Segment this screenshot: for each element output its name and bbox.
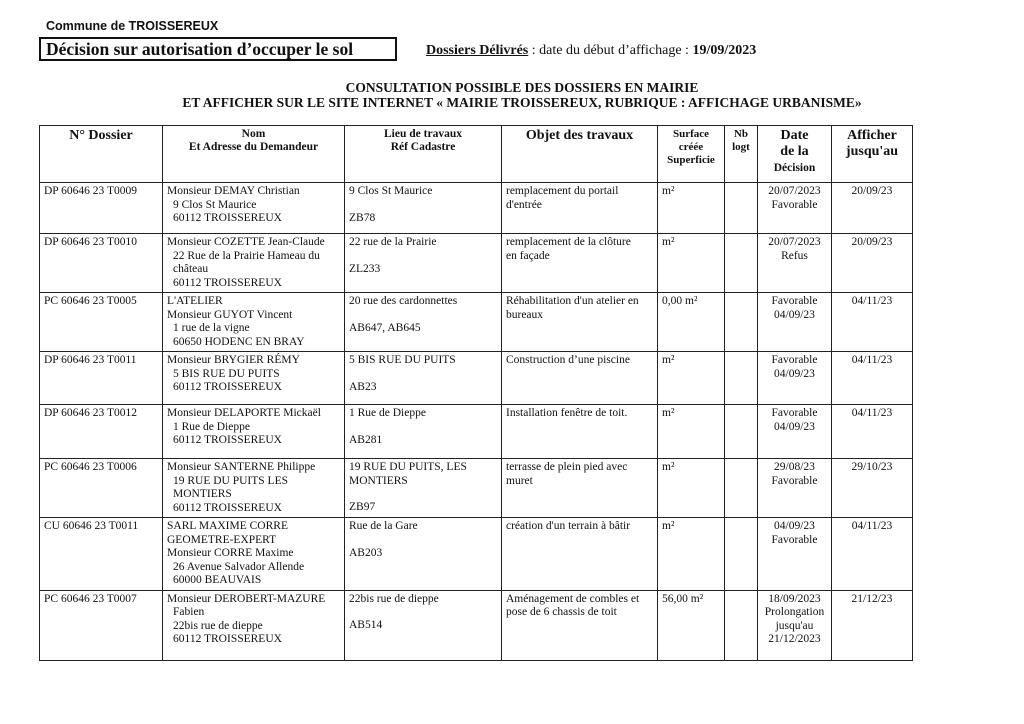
header-nom: [163, 126, 345, 183]
demandeur-line: 60112 TROISSEREUX: [173, 633, 282, 645]
cell-date-decision: [758, 518, 832, 591]
header-lieu-line2: Réf Cadastre: [390, 141, 456, 153]
demandeur-line: Monsieur SANTERNE Philippe: [167, 461, 316, 473]
cell-objet: [502, 293, 658, 352]
dossiers-table: [39, 125, 913, 661]
cell-lieu-travaux: [345, 459, 502, 518]
cell-demandeur: [163, 293, 345, 352]
cell-surface: 56,00 m²: [658, 590, 725, 660]
decision-line: 04/09/23: [774, 420, 815, 433]
objet-line: en façade: [506, 249, 550, 262]
ref-cadastre: AB281: [349, 433, 383, 446]
demandeur-line: SARL MAXIME CORRE: [167, 520, 288, 532]
cell-nb-logt: [725, 518, 758, 591]
demandeur-line: Monsieur GUYOT Vincent: [167, 308, 293, 321]
demandeur-line: 22 Rue de la Prairie Hameau du: [173, 249, 320, 262]
decision-line: Favorable: [771, 198, 818, 211]
cell-objet: [502, 590, 658, 660]
cell-lieu-travaux: [345, 293, 502, 352]
demandeur-line: L'ATELIER: [167, 295, 223, 307]
cell-lieu-travaux: [345, 352, 502, 405]
header-lieu: [345, 126, 502, 183]
header-date-line1: Date: [780, 128, 809, 143]
cell-afficher: 29/10/23: [832, 459, 913, 518]
cell-date-decision: [758, 590, 832, 660]
demandeur-line: MONTIERS: [173, 488, 232, 500]
demandeur-line: Monsieur DEMAY Christian: [167, 185, 300, 197]
cell-demandeur: [163, 459, 345, 518]
lieu-travaux: 22 rue de la Prairie: [349, 236, 437, 248]
cell-surface: m²: [658, 234, 725, 293]
objet-line: remplacement de la clôture: [506, 236, 631, 248]
header-objet: Objet des travaux: [502, 126, 658, 183]
cell-nb-logt: [725, 234, 758, 293]
decision-line: Favorable: [771, 407, 818, 419]
decision-line: 04/09/23: [774, 520, 815, 532]
cell-afficher: 04/11/23: [832, 405, 913, 459]
cell-objet: [502, 183, 658, 234]
dossiers-delivres-line: [426, 43, 756, 59]
cell-nb-logt: [725, 405, 758, 459]
cell-afficher: 20/09/23: [832, 183, 913, 234]
decision-line: 20/07/2023: [768, 185, 821, 197]
demandeur-line: GEOMETRE-EXPERT: [167, 533, 277, 546]
cell-no-dossier: DP 60646 23 T0009: [40, 183, 163, 234]
demandeur-line: Monsieur DELAPORTE Mickaël: [167, 407, 321, 419]
header-surface: [658, 126, 725, 183]
demandeur-line: 19 RUE DU PUITS LES: [173, 474, 289, 487]
cell-demandeur: [163, 183, 345, 234]
cell-afficher: 04/11/23: [832, 518, 913, 591]
demandeur-line: Monsieur COZETTE Jean-Claude: [167, 236, 325, 248]
objet-line: d'entrée: [506, 198, 542, 211]
cell-no-dossier: PC 60646 23 T0006: [40, 459, 163, 518]
cell-date-decision: [758, 234, 832, 293]
cell-surface: m²: [658, 405, 725, 459]
header-nom-line1: Nom: [241, 128, 266, 140]
lieu-travaux: 5 BIS RUE DU PUITS: [349, 354, 456, 366]
header-no-dossier: N° Dossier: [40, 126, 163, 183]
table-row: [40, 234, 913, 293]
decision-line: 18/09/2023: [768, 592, 821, 605]
demandeur-line: Monsieur BRYGIER RÉMY: [167, 354, 300, 366]
demandeur-line: 60112 TROISSEREUX: [173, 501, 282, 514]
cell-objet: [502, 518, 658, 591]
demandeur-line: 22bis rue de dieppe: [173, 619, 263, 632]
demandeur-line: 26 Avenue Salvador Allende: [173, 560, 305, 573]
cell-surface: m²: [658, 459, 725, 518]
cell-surface: m²: [658, 352, 725, 405]
decision-line: Prolongation: [764, 606, 825, 618]
header-surface-line2: créée: [678, 141, 704, 153]
decision-line: Favorable: [771, 533, 818, 546]
header-surface-line1: Surface: [672, 128, 710, 140]
objet-line: Installation fenêtre de toit.: [506, 407, 628, 419]
demandeur-line: 60112 TROISSEREUX: [173, 381, 282, 393]
cell-lieu-travaux: [345, 518, 502, 591]
header-afficher-line1: Afficher: [847, 128, 897, 143]
objet-line: Construction d’une piscine: [506, 354, 630, 366]
dossiers-label: Dossiers Délivrés: [426, 43, 529, 58]
decision-title: Décision sur autorisation d’occuper le sol: [39, 37, 397, 61]
demandeur-line: 60112 TROISSEREUX: [173, 212, 282, 224]
cell-objet: [502, 405, 658, 459]
cell-objet: [502, 459, 658, 518]
cell-afficher: 21/12/23: [832, 590, 913, 660]
ref-cadastre: ZL233: [349, 262, 381, 275]
demandeur-line: château: [173, 263, 209, 275]
lieu-travaux: Rue de la Gare: [349, 520, 418, 532]
objet-line: remplacement du portail: [506, 185, 619, 197]
consultation-line-1: CONSULTATION POSSIBLE DES DOSSIERS EN MAIRIE: [345, 80, 699, 95]
ref-cadastre: ZB97: [349, 501, 376, 513]
affichage-date: 19/09/2023: [692, 43, 757, 58]
ref-cadastre: AB514: [349, 619, 383, 631]
decision-line: Favorable: [771, 354, 818, 366]
cell-no-dossier: CU 60646 23 T0011: [40, 518, 163, 591]
demandeur-line: Monsieur CORRE Maxime: [167, 547, 294, 559]
ref-cadastre: AB203: [349, 546, 383, 559]
cell-lieu-travaux: [345, 590, 502, 660]
cell-lieu-travaux: [345, 183, 502, 234]
cell-date-decision: [758, 352, 832, 405]
cell-no-dossier: DP 60646 23 T0011: [40, 352, 163, 405]
cell-lieu-travaux: [345, 234, 502, 293]
table-row: [40, 590, 913, 660]
commune-name: Commune de TROISSEREUX: [46, 19, 219, 33]
header-date-line2: de la: [780, 144, 809, 159]
objet-line: Réhabilitation d'un atelier en: [506, 295, 639, 307]
lieu-travaux: 22bis rue de dieppe: [349, 592, 439, 605]
cell-no-dossier: DP 60646 23 T0012: [40, 405, 163, 459]
decision-line: 04/09/23: [774, 308, 815, 321]
cell-surface: m²: [658, 518, 725, 591]
decision-line: 20/07/2023: [768, 236, 821, 248]
objet-line: bureaux: [506, 308, 544, 321]
demandeur-line: 1 Rue de Dieppe: [173, 420, 250, 433]
objet-line: création d'un terrain à bâtir: [506, 520, 631, 532]
cell-date-decision: [758, 293, 832, 352]
cell-nb-logt: [725, 293, 758, 352]
demandeur-line: 60650 HODENC EN BRAY: [173, 335, 305, 348]
cell-nb-logt: [725, 183, 758, 234]
cell-no-dossier: DP 60646 23 T0010: [40, 234, 163, 293]
cell-demandeur: [163, 352, 345, 405]
objet-line: terrasse de plein pied avec: [506, 461, 628, 473]
header-nb-line1: Nb: [733, 128, 749, 140]
demandeur-line: 60112 TROISSEREUX: [173, 276, 282, 289]
ref-cadastre: ZB78: [349, 211, 376, 224]
cell-afficher: 04/11/23: [832, 352, 913, 405]
cell-no-dossier: PC 60646 23 T0007: [40, 590, 163, 660]
consultation-line-2: ET AFFICHER SUR LE SITE INTERNET « MAIRIE TROISSEREUX, RUBRIQUE : AFFICHAGE URBANISME»: [182, 95, 862, 110]
demandeur-line: Fabien: [173, 606, 205, 618]
cell-surface: 0,00 m²: [658, 293, 725, 352]
cell-lieu-travaux: [345, 405, 502, 459]
demandeur-line: 9 Clos St Maurice: [173, 198, 257, 211]
cell-no-dossier: PC 60646 23 T0005: [40, 293, 163, 352]
demandeur-line: 60000 BEAUVAIS: [173, 574, 262, 586]
decision-line: jusqu'au: [775, 619, 814, 632]
decision-line: Favorable: [771, 295, 818, 307]
header-date-line3: Décision: [773, 162, 816, 174]
header-date-decision: [758, 126, 832, 183]
table-row: [40, 405, 913, 459]
lieu-travaux: 19 RUE DU PUITS, LES MONTIERS: [349, 461, 467, 487]
lieu-travaux: 9 Clos St Maurice: [349, 185, 433, 197]
cell-nb-logt: [725, 590, 758, 660]
cell-surface: m²: [658, 183, 725, 234]
header-surface-line3: Superficie: [667, 154, 715, 166]
lieu-travaux: 20 rue des cardonnettes: [349, 295, 458, 307]
cell-afficher: 04/11/23: [832, 293, 913, 352]
decision-line: Refus: [781, 249, 808, 262]
objet-line: Aménagement de combles et: [506, 592, 640, 605]
cell-date-decision: [758, 405, 832, 459]
decision-line: 29/08/23: [774, 461, 815, 473]
cell-afficher: 20/09/23: [832, 234, 913, 293]
objet-line: muret: [506, 474, 533, 487]
table-row: [40, 459, 913, 518]
ref-cadastre: AB647, AB645: [349, 321, 421, 334]
cell-objet: [502, 352, 658, 405]
demandeur-line: 60112 TROISSEREUX: [173, 434, 282, 446]
demandeur-line: 1 rue de la vigne: [173, 322, 250, 334]
header-lieu-line1: Lieu de travaux: [384, 128, 462, 140]
header-afficher-line2: jusqu'au: [845, 144, 899, 159]
cell-nb-logt: [725, 459, 758, 518]
header-nb-logt: [725, 126, 758, 183]
lieu-travaux: 1 Rue de Dieppe: [349, 407, 426, 419]
header-nb-line2: logt: [732, 141, 750, 153]
ref-cadastre: AB23: [349, 380, 377, 393]
cell-objet: [502, 234, 658, 293]
cell-demandeur: [163, 405, 345, 459]
table-row: [40, 293, 913, 352]
table-row: [40, 518, 913, 591]
decision-line: Favorable: [771, 474, 818, 487]
table-row: [40, 352, 913, 405]
cell-demandeur: [163, 590, 345, 660]
header-afficher: [832, 126, 913, 183]
table-row: [40, 183, 913, 234]
cell-date-decision: [758, 459, 832, 518]
demandeur-line: Monsieur DEROBERT-MAZURE: [167, 592, 326, 605]
demandeur-line: 5 BIS RUE DU PUITS: [173, 367, 280, 380]
header-nom-line2: Et Adresse du Demandeur: [188, 141, 319, 153]
decision-line: 21/12/2023: [768, 633, 821, 645]
cell-demandeur: [163, 518, 345, 591]
cell-nb-logt: [725, 352, 758, 405]
date-label: : date du début d’affichage :: [528, 43, 693, 58]
cell-demandeur: [163, 234, 345, 293]
objet-line: pose de 6 chassis de toit: [506, 606, 617, 618]
decision-line: 04/09/23: [774, 367, 815, 380]
cell-date-decision: [758, 183, 832, 234]
